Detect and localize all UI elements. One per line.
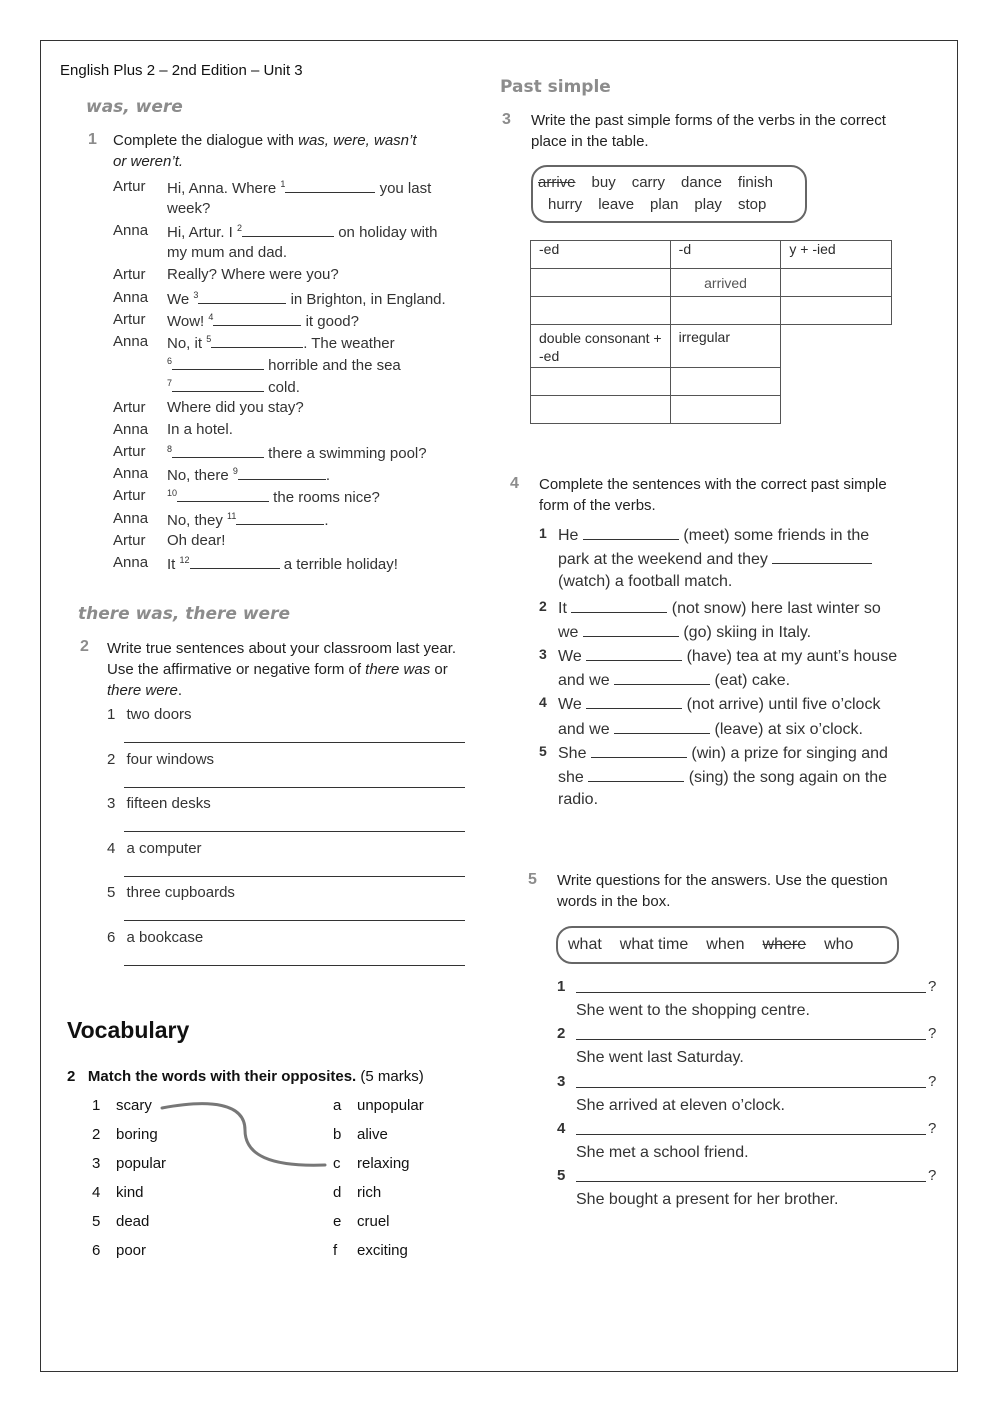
question-answer-line[interactable] bbox=[576, 1181, 926, 1182]
question-number: 3 bbox=[557, 1072, 566, 1090]
item-prompt: a bookcase bbox=[126, 929, 204, 946]
sentence-text: (sing) the song again on the bbox=[684, 769, 888, 786]
dialogue-text: week? bbox=[167, 200, 211, 218]
exercise-2-item bbox=[107, 840, 202, 857]
dialogue-line bbox=[167, 377, 300, 396]
dialogue-speaker: Anna bbox=[113, 421, 149, 439]
answer-blank[interactable] bbox=[238, 465, 326, 480]
dialogue-line bbox=[167, 266, 339, 283]
table-cell[interactable] bbox=[531, 269, 671, 297]
exercise-2-item bbox=[107, 706, 192, 723]
verb-word: buy bbox=[591, 174, 616, 191]
gap-number: 8 bbox=[167, 444, 173, 455]
sentence-line bbox=[558, 549, 872, 569]
answer-blank[interactable] bbox=[172, 355, 264, 370]
question-answer-line[interactable] bbox=[576, 1039, 926, 1040]
question-words bbox=[568, 936, 871, 954]
vocab-left-word[interactable]: popular bbox=[116, 1155, 167, 1172]
table-cell[interactable] bbox=[781, 297, 892, 325]
dialogue-speaker: Anna bbox=[113, 288, 149, 306]
table-cell[interactable] bbox=[531, 297, 671, 325]
verb-word: arrive bbox=[538, 174, 576, 191]
verb-row-2 bbox=[548, 196, 782, 213]
answer-blank[interactable] bbox=[586, 646, 682, 661]
gap-number: 11 bbox=[227, 510, 237, 521]
sentence-text: We bbox=[558, 696, 587, 714]
table-cell[interactable] bbox=[670, 297, 781, 325]
dialogue-line bbox=[167, 244, 287, 261]
answer-line[interactable] bbox=[124, 876, 465, 877]
vocab-left-word[interactable]: boring bbox=[116, 1126, 158, 1143]
verb-word: plan bbox=[650, 196, 679, 213]
dialogue-text: . The weather bbox=[303, 334, 395, 352]
item-number: 1 bbox=[107, 706, 116, 723]
sentence-number: 1 bbox=[539, 525, 547, 541]
answer-blank[interactable] bbox=[236, 510, 324, 525]
item-prompt: a computer bbox=[126, 839, 202, 857]
dialogue-text: Hi, Anna. Where bbox=[167, 180, 281, 197]
vocab-left-word[interactable]: kind bbox=[116, 1184, 144, 1201]
sentence-text: It bbox=[558, 599, 572, 617]
dialogue-text: it good? bbox=[301, 312, 359, 330]
question-answer-line[interactable] bbox=[576, 1134, 926, 1135]
sentence-number: 2 bbox=[539, 597, 547, 614]
dialogue-speaker: Artur bbox=[113, 178, 146, 195]
dialogue-line bbox=[167, 222, 437, 241]
dialogue-speaker: Anna bbox=[113, 332, 149, 350]
gap-number: 2 bbox=[237, 223, 243, 234]
exercise-2-instruction: Write true sentences about your classroom last year. Use the affirmative or negative form of there was or there were. bbox=[107, 640, 457, 699]
exercise-3-instruction: Write the past simple forms of the verbs in the correct place in the table. bbox=[531, 112, 886, 150]
vocab-left-number: 6 bbox=[92, 1242, 101, 1259]
table-header-double-consonant: double consonant + -ed bbox=[531, 325, 671, 368]
gap-number: 3 bbox=[193, 289, 199, 300]
vocab-right-word[interactable]: relaxing bbox=[357, 1155, 410, 1172]
question-number: 2 bbox=[557, 1025, 566, 1043]
dialogue-speaker: Artur bbox=[113, 443, 146, 461]
exercise-4-instruction: Complete the sentences with the correct past simple form of the verbs. bbox=[539, 476, 887, 514]
exercise-5-number: 5 bbox=[528, 871, 537, 888]
sentence-number: 5 bbox=[539, 742, 547, 759]
table-header-ed: -ed bbox=[531, 241, 671, 269]
dialogue-text: on holiday with bbox=[334, 224, 438, 242]
gap-number: 10 bbox=[167, 488, 178, 499]
question-mark: ? bbox=[928, 1167, 937, 1185]
sentence-line bbox=[558, 767, 887, 787]
table-header-ied: y + -ied bbox=[781, 241, 892, 269]
match-line-drawing bbox=[150, 1095, 350, 1175]
answer-blank[interactable] bbox=[198, 289, 286, 304]
sentence-line bbox=[558, 573, 732, 591]
vocab-right-letter: a bbox=[333, 1097, 342, 1114]
question-mark: ? bbox=[928, 1119, 937, 1137]
given-answer: She went last Saturday. bbox=[576, 1049, 744, 1067]
sentence-text: (win) a prize for singing and bbox=[686, 744, 888, 762]
exercise-2-number: 2 bbox=[80, 638, 89, 655]
dialogue-text: a terrible holiday! bbox=[279, 555, 398, 573]
vocabulary-heading: Vocabulary bbox=[67, 1017, 190, 1043]
dialogue-line bbox=[167, 465, 330, 484]
answer-blank[interactable] bbox=[213, 311, 301, 326]
section-title-there-was: there was, there were bbox=[78, 604, 291, 624]
item-number: 6 bbox=[107, 929, 116, 946]
dialogue-line bbox=[167, 289, 446, 308]
vocab-right-letter: f bbox=[333, 1242, 338, 1259]
sentence-text: and we bbox=[558, 720, 615, 738]
vocab-instruction: 2 Match the words with their opposites. (5 marks) bbox=[67, 1068, 424, 1085]
answer-blank[interactable] bbox=[586, 694, 682, 709]
dialogue-line bbox=[167, 200, 210, 217]
dialogue-line bbox=[167, 443, 427, 462]
vocab-left-word[interactable]: poor bbox=[116, 1242, 147, 1259]
table-cell[interactable] bbox=[531, 368, 671, 396]
answer-blank[interactable] bbox=[571, 598, 667, 613]
sentence-line bbox=[558, 670, 790, 690]
vocab-right-letter: e bbox=[333, 1213, 342, 1230]
exercise-2-item bbox=[107, 795, 211, 812]
dialogue-line bbox=[167, 510, 329, 529]
question-word: what bbox=[568, 936, 602, 953]
vocab-right-word[interactable]: unpopular bbox=[357, 1097, 424, 1114]
vocab-left-word[interactable]: scary bbox=[116, 1097, 152, 1114]
given-answer: She met a school friend. bbox=[576, 1143, 749, 1161]
sentence-line bbox=[558, 598, 881, 618]
table-header-d: -d bbox=[670, 241, 781, 269]
sentence-text: we bbox=[558, 623, 583, 641]
dialogue-text: Oh dear! bbox=[167, 531, 226, 549]
dialogue-speaker: Anna bbox=[113, 553, 149, 571]
question-number: 4 bbox=[557, 1119, 566, 1137]
sentence-text: He bbox=[558, 527, 583, 544]
dialogue-text: No, there bbox=[167, 467, 233, 485]
dialogue-speaker: Artur bbox=[113, 487, 146, 505]
vocab-left-number: 5 bbox=[92, 1213, 101, 1230]
dialogue-text: Where did you stay? bbox=[167, 399, 304, 416]
given-answer: She arrived at eleven o’clock. bbox=[576, 1096, 785, 1114]
dialogue-text: . bbox=[325, 467, 331, 485]
vocab-right-letter: c bbox=[333, 1155, 341, 1172]
dialogue-speaker: Anna bbox=[113, 509, 149, 527]
answer-blank[interactable] bbox=[591, 743, 687, 758]
question-mark: ? bbox=[928, 1072, 937, 1090]
gap-number: 1 bbox=[280, 179, 286, 189]
exercise-2-item bbox=[107, 751, 214, 768]
exercise-2-item bbox=[107, 929, 203, 946]
question-answer-line[interactable] bbox=[576, 1087, 926, 1088]
sentence-line bbox=[558, 719, 863, 739]
verb-row-1 bbox=[538, 174, 789, 191]
dialogue-line bbox=[167, 532, 225, 549]
sentence-text: (eat) cake. bbox=[710, 672, 791, 690]
sentence-line bbox=[558, 791, 598, 809]
dialogue-text: horrible and the sea bbox=[264, 356, 401, 374]
sentence-text: We bbox=[558, 648, 587, 665]
table-cell[interactable] bbox=[670, 396, 781, 424]
verb-word: play bbox=[694, 196, 722, 213]
answer-blank[interactable] bbox=[172, 443, 264, 458]
item-prompt: four windows bbox=[126, 750, 215, 768]
dialogue-text: cold. bbox=[264, 378, 300, 396]
exercise-1-number: 1 bbox=[88, 131, 97, 148]
answer-line[interactable] bbox=[124, 831, 465, 832]
question-word: who bbox=[824, 936, 854, 953]
answer-line[interactable] bbox=[124, 965, 465, 966]
gap-number: 9 bbox=[232, 466, 238, 477]
question-word: when bbox=[706, 936, 745, 953]
dialogue-text: Hi, Artur. I bbox=[167, 224, 238, 242]
dialogue-text: In a hotel. bbox=[167, 421, 233, 439]
vocab-right-letter: b bbox=[333, 1126, 342, 1143]
given-answer: She went to the shopping centre. bbox=[576, 1002, 810, 1019]
answer-line[interactable] bbox=[124, 787, 465, 788]
exercise-1-instruction: Complete the dialogue with was, were, wasn’t or weren’t. bbox=[113, 132, 417, 170]
sentence-line bbox=[558, 743, 888, 763]
answer-blank[interactable] bbox=[285, 178, 375, 193]
item-number: 2 bbox=[107, 750, 116, 768]
verb-word: leave bbox=[598, 196, 635, 213]
verb-word: dance bbox=[681, 174, 722, 191]
sentence-text: (not snow) here last winter so bbox=[667, 599, 881, 617]
vocab-right-letter: d bbox=[333, 1184, 342, 1201]
sentence-line bbox=[558, 525, 869, 545]
verb-word: carry bbox=[631, 174, 666, 191]
sentence-text: (meet) some friends in the bbox=[678, 527, 870, 544]
vocab-right-word[interactable]: cruel bbox=[357, 1213, 390, 1230]
sentence-text: (not arrive) until five o’clock bbox=[682, 696, 881, 714]
dialogue-text: Wow! bbox=[167, 312, 209, 330]
exercise-2-item bbox=[107, 884, 235, 901]
gap-number: 6 bbox=[167, 355, 173, 366]
sentence-text: and we bbox=[558, 672, 615, 690]
dialogue-line bbox=[167, 311, 359, 330]
gap-number: 4 bbox=[208, 311, 214, 322]
sentence-text: (watch) a football match. bbox=[558, 573, 733, 591]
dialogue-text: my mum and dad. bbox=[167, 244, 288, 262]
sentence-line bbox=[558, 646, 897, 666]
gap-number: 7 bbox=[167, 377, 173, 388]
dialogue-speaker: Artur bbox=[113, 266, 146, 284]
dialogue-speaker: Anna bbox=[113, 222, 149, 240]
item-number: 4 bbox=[107, 839, 116, 857]
gap-number: 5 bbox=[206, 333, 212, 344]
dialogue-line bbox=[167, 421, 233, 438]
dialogue-line bbox=[167, 399, 304, 416]
section-title-was-were: was, were bbox=[86, 97, 183, 117]
worksheet-header: English Plus 2 – 2nd Edition – Unit 3 bbox=[60, 62, 303, 79]
sentence-text: (go) skiing in Italy. bbox=[678, 623, 812, 641]
item-number: 5 bbox=[107, 884, 116, 902]
answer-line[interactable] bbox=[124, 742, 465, 743]
dialogue-text: the rooms nice? bbox=[269, 489, 380, 507]
table-header-irregular: irregular bbox=[670, 325, 781, 368]
table-cell[interactable] bbox=[670, 368, 781, 396]
sentence-text: She bbox=[558, 744, 591, 762]
answer-blank[interactable] bbox=[588, 767, 684, 782]
item-prompt: fifteen desks bbox=[126, 795, 211, 813]
question-word: what time bbox=[619, 936, 689, 953]
answer-blank[interactable] bbox=[190, 554, 280, 569]
dialogue-text: No, they bbox=[167, 511, 228, 529]
dialogue-line bbox=[167, 554, 398, 573]
answer-blank[interactable] bbox=[177, 487, 269, 502]
answer-blank[interactable] bbox=[583, 622, 679, 637]
table-example-arrived: arrived bbox=[670, 269, 781, 297]
dialogue-speaker: Artur bbox=[113, 310, 146, 328]
vocab-right-word[interactable]: rich bbox=[357, 1184, 382, 1201]
answer-line[interactable] bbox=[124, 920, 465, 921]
answer-blank[interactable] bbox=[242, 222, 334, 237]
table-cell[interactable] bbox=[781, 269, 892, 297]
answer-blank[interactable] bbox=[614, 670, 710, 685]
dialogue-line bbox=[167, 333, 395, 352]
vocab-left-number: 2 bbox=[92, 1126, 101, 1143]
sentence-line bbox=[558, 622, 811, 642]
answer-blank[interactable] bbox=[211, 333, 303, 348]
sentence-number: 3 bbox=[539, 646, 547, 662]
sentence-number: 4 bbox=[539, 694, 547, 711]
dialogue-speaker: Artur bbox=[113, 531, 146, 549]
vocab-left-word[interactable]: dead bbox=[116, 1213, 150, 1230]
answer-blank[interactable] bbox=[583, 525, 679, 540]
sentence-line bbox=[558, 694, 880, 714]
dialogue-text: you last bbox=[375, 180, 432, 197]
dialogue-speaker: Anna bbox=[113, 465, 149, 483]
dialogue-text: there a swimming pool? bbox=[264, 445, 427, 463]
item-number: 3 bbox=[107, 795, 116, 813]
vocab-left-number: 3 bbox=[92, 1155, 101, 1172]
question-word: where bbox=[762, 936, 807, 953]
dialogue-line bbox=[167, 487, 380, 506]
dialogue-text: Really? Where were you? bbox=[167, 266, 339, 284]
section-title-past-simple: Past simple bbox=[500, 77, 611, 97]
item-prompt: three cupboards bbox=[126, 884, 235, 902]
dialogue-text: in Brighton, in England. bbox=[286, 290, 446, 308]
dialogue-line bbox=[167, 355, 401, 374]
answer-blank[interactable] bbox=[172, 377, 264, 392]
exercise-3-number: 3 bbox=[502, 111, 511, 128]
sentence-text: (leave) at six o’clock. bbox=[710, 720, 863, 738]
dialogue-line bbox=[167, 178, 431, 197]
dialogue-text: We bbox=[167, 290, 194, 308]
verb-forms-table bbox=[530, 240, 892, 424]
vocab-right-word[interactable]: alive bbox=[357, 1126, 388, 1143]
sentence-text: (have) tea at my aunt’s house bbox=[682, 648, 898, 665]
dialogue-text: . bbox=[324, 511, 329, 529]
verb-word: finish bbox=[737, 174, 773, 191]
exercise-5-instruction: Write questions for the answers. Use the question words in the box. bbox=[557, 872, 888, 910]
vocab-right-word[interactable]: exciting bbox=[357, 1242, 408, 1259]
dialogue-text: It bbox=[167, 555, 180, 573]
answer-blank[interactable] bbox=[614, 719, 710, 734]
given-answer: She bought a present for her brother. bbox=[576, 1191, 839, 1209]
sentence-text: park at the weekend and they bbox=[558, 551, 773, 569]
verb-word: hurry bbox=[548, 196, 583, 213]
question-number: 5 bbox=[557, 1167, 566, 1185]
verb-word: stop bbox=[737, 196, 767, 213]
sentence-text: she bbox=[558, 769, 589, 786]
question-number: 1 bbox=[557, 978, 566, 995]
item-prompt: two doors bbox=[126, 706, 192, 723]
sentence-text: radio. bbox=[558, 791, 599, 809]
exercise-4-number: 4 bbox=[510, 475, 519, 492]
vocab-left-number: 4 bbox=[92, 1184, 101, 1201]
question-mark: ? bbox=[928, 978, 937, 995]
table-cell[interactable] bbox=[531, 396, 671, 424]
gap-number: 12 bbox=[179, 554, 190, 565]
answer-blank[interactable] bbox=[772, 549, 872, 564]
dialogue-speaker: Artur bbox=[113, 399, 146, 416]
dialogue-text: No, it bbox=[167, 334, 207, 352]
question-mark: ? bbox=[928, 1025, 937, 1043]
vocab-left-number: 1 bbox=[92, 1097, 101, 1114]
question-answer-line[interactable] bbox=[576, 992, 926, 993]
